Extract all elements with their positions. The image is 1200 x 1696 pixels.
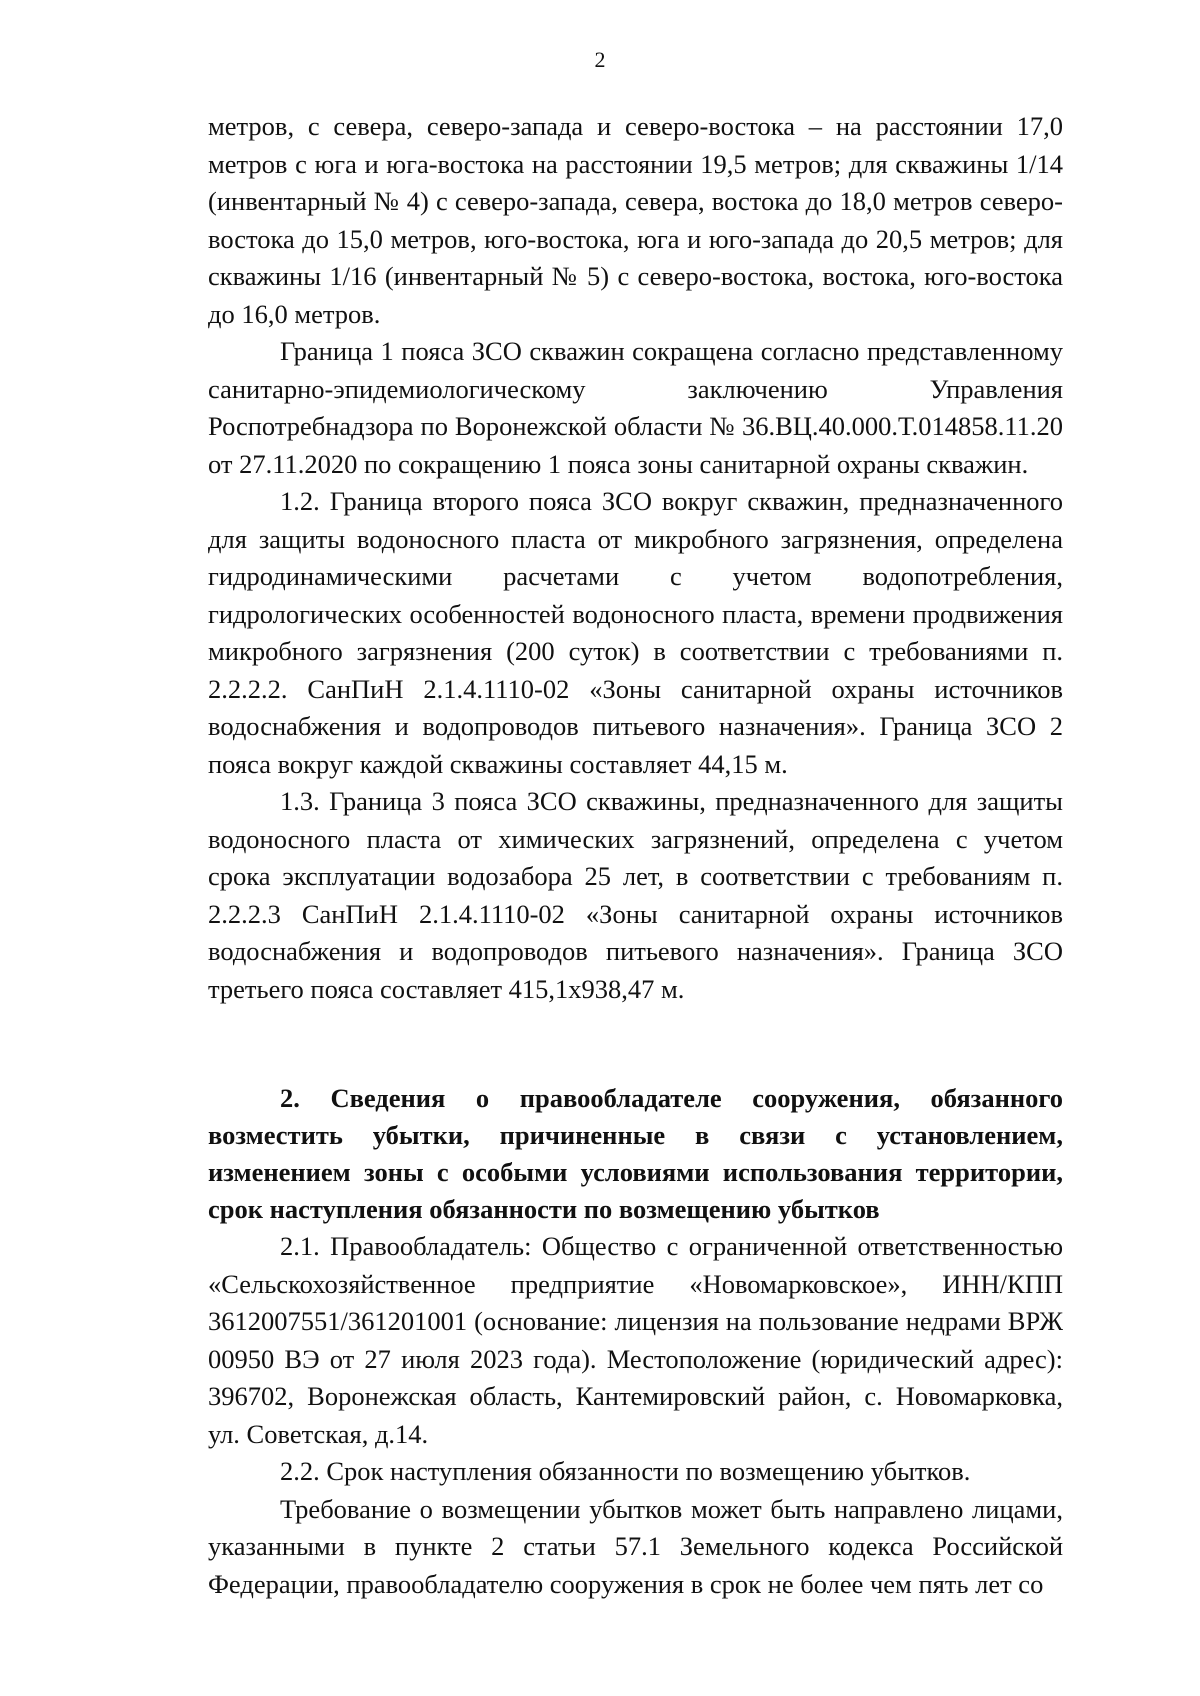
document-body bbox=[208, 108, 1063, 1603]
paragraph-continuation: метров, с севера, северо-запада и северо-востока – на расстоянии 17,0 метров с юга и юга-востока на расстоянии 19,5 метров; для скважины 1/14 (инвентарный № 4) с северо-запада, севера, востока до 18,0 метров северо-востока до 15,0 метров, юго-востока, юга и юго-запада до 20,5 метров; для скважины 1/16 (инвентарный № 5) с северо-востока, востока, юго-востока до 16,0 метров. bbox=[208, 111, 1063, 329]
page-number: 2 bbox=[594, 47, 606, 72]
paragraph-2-2-deadline: 2.2. Срок наступления обязанности по возмещению убытков. bbox=[280, 1456, 971, 1486]
paragraph-2-1-rights-holder: 2.1. Правообладатель: Общество с ограниченной ответственностью «Сельскохозяйственное предприятие «Новомарковское», ИНН/КПП 3612007551/361201001 (основание: лицензия на пользование недрами ВРЖ 00950 ВЭ от 27 июля 2023 года). Местоположение (юридический адрес): 396702, Воронежская область, Кантемировский район, с. Новомарковка, ул. Советская, д.14. bbox=[208, 1231, 1063, 1449]
paragraph-1-2-second-zone: 1.2. Граница второго пояса ЗСО вокруг скважин, предназначенного для защиты водоносного пласта от микробного загрязнения, определена гидродинамическими расчетами с учетом водопотребления, гидрологических особенностей водоносного пласта, времени продвижения микробного загрязнения (200 суток) в соответствии с требованиями п. 2.2.2.2. СанПиН 2.1.4.1110-02 «Зоны санитарной охраны источников водоснабжения и водопроводов питьевого назначения». Граница ЗСО 2 пояса вокруг каждой скважины составляет 44,15 м. bbox=[208, 486, 1063, 779]
section-spacer bbox=[208, 1008, 1063, 1080]
paragraph-claim-requirement: Требование о возмещении убытков может быть направлено лицами, указанными в пункте 2 статьи 57.1 Земельного кодекса Российской Федерации, правообладателю сооружения в срок не более чем пять лет со bbox=[208, 1493, 1063, 1599]
paragraph-boundary-zone-1: Граница 1 пояса ЗСО скважин сокращена согласно представленному санитарно-эпидемиологическому заключению Управления Роспотребнадзора по Воронежской области № 36.ВЦ.40.000.Т.014858.11.20 от 27.11.2020 по сокращению 1 пояса зоны санитарной охраны скважин. bbox=[208, 336, 1063, 479]
section-2-heading: 2. Сведения о правообладателе сооружения, обязанного возместить убытки, причиненные в связи с установлением, изменением зоны с особыми условиями использования территории, срок наступления обязанности по возмещению убытков bbox=[208, 1083, 1063, 1224]
paragraph-1-3-third-zone: 1.3. Граница 3 пояса ЗСО скважины, предназначенного для защиты водоносного пласта от химических загрязнений, определена с учетом срока эксплуатации водозабора 25 лет, в соответствии с требованиям п. 2.2.2.3 СанПиН 2.1.4.1110-02 «Зоны санитарной охраны источников водоснабжения и водопроводов питьевого назначения». Граница ЗСО третьего пояса составляет 415,1х938,47 м. bbox=[208, 786, 1063, 1004]
